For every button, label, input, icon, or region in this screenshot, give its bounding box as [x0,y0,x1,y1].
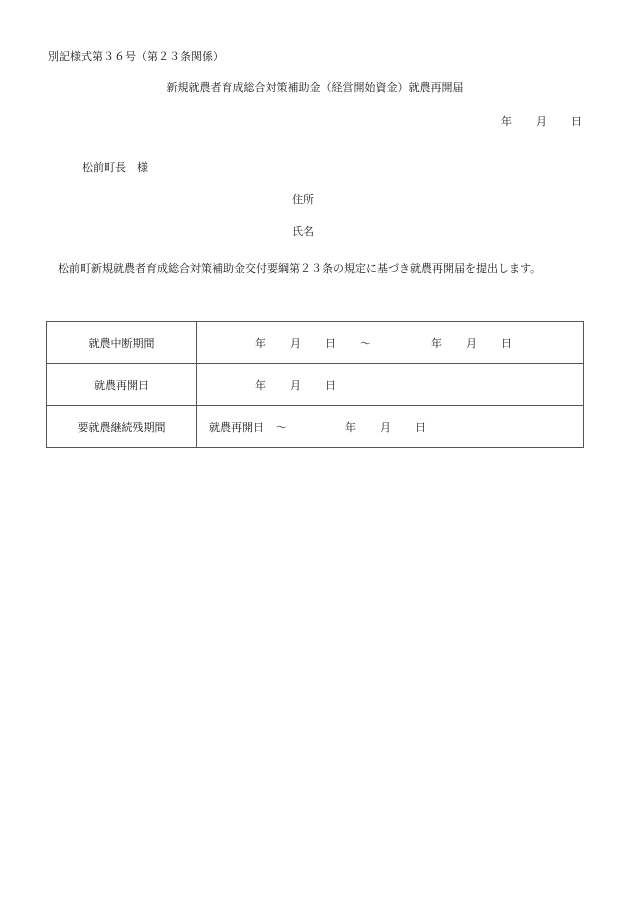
suspension-period-label: 就農中断期間 [47,322,197,364]
suspension-tilde: ～ [360,336,371,350]
suspension-end-day: 日 [501,336,512,350]
remaining-month: 月 [380,420,391,434]
suspension-period-value [197,322,584,364]
table-row-resumption-date [47,364,584,406]
suspension-end-year: 年 [431,336,442,350]
resumption-table [46,321,584,448]
suspension-end-month: 月 [466,336,477,350]
remaining-period-label: 要就農継続残期間 [47,406,197,448]
remaining-tilde: ～ [276,420,287,434]
remaining-prefix: 就農再開日 [209,420,264,434]
suspension-start-year: 年 [255,336,266,350]
table-row-remaining-period [47,406,584,448]
resumption-date-label: 就農再開日 [47,364,197,406]
addressee: 松前町長 様 [82,161,148,174]
document-title: 新規就農者育成総合対策補助金（経営開始資金）就農再開届 [166,81,464,94]
resumption-day: 日 [325,378,336,392]
name-label: 氏名 [292,225,314,238]
suspension-start-day: 日 [325,336,336,350]
submission-date [501,115,582,129]
date-year-label: 年 [501,115,512,128]
remaining-period-value [197,406,584,448]
form-number: 別記様式第３６号（第２３条関係） [48,50,224,63]
resumption-year: 年 [255,378,266,392]
table-row-suspension-period [47,322,584,364]
date-day-label: 日 [571,115,582,128]
date-month-label: 月 [536,115,547,128]
remaining-day: 日 [415,420,426,434]
resumption-month: 月 [290,378,301,392]
address-label: 住所 [292,193,314,206]
remaining-year: 年 [345,420,356,434]
resumption-date-value [197,364,584,406]
body-text: 松前町新規就農者育成総合対策補助金交付要綱第２３条の規定に基づき就農再開届を提出します。 [58,262,542,275]
suspension-start-month: 月 [290,336,301,350]
